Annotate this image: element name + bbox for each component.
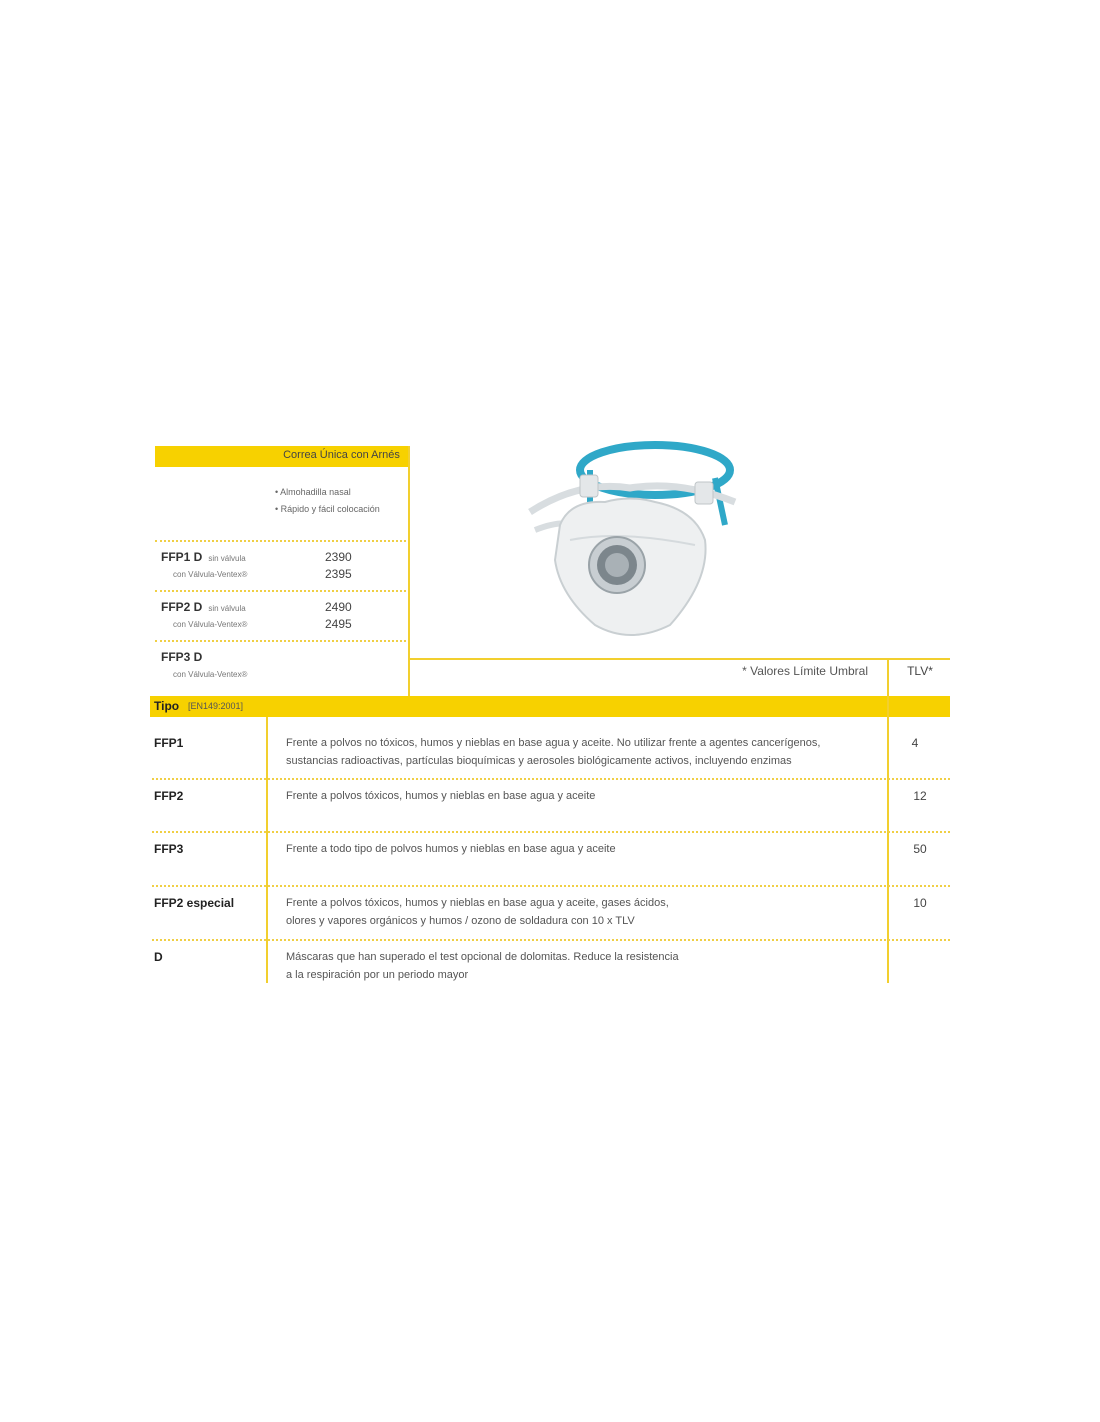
row-divider xyxy=(152,831,950,833)
product-code: 2390 xyxy=(325,550,352,564)
table-row-desc: Frente a todo tipo de polvos humos y nieblas en base agua y aceite xyxy=(286,843,616,855)
valores-legend: * Valores Límite Umbral xyxy=(742,664,868,678)
product-code: 2490 xyxy=(325,600,352,614)
table-row-tlv: 4 xyxy=(911,736,919,750)
table-row-desc: Frente a polvos tóxicos, humos y nieblas en base agua y aceite xyxy=(286,790,596,802)
tipo-standard: [EN149:2001] xyxy=(188,701,244,711)
column-divider xyxy=(266,717,268,983)
row-divider xyxy=(155,640,406,642)
row-divider xyxy=(155,540,406,542)
respirator-mask-image xyxy=(520,430,750,645)
table-row-type: D xyxy=(154,950,163,964)
legend-rule xyxy=(410,658,950,660)
product-subtitle: con Válvula-Ventex® xyxy=(173,620,248,629)
row-divider xyxy=(152,939,950,941)
row-divider xyxy=(152,885,950,887)
row-divider xyxy=(155,590,406,592)
table-row-tlv: 12 xyxy=(913,789,927,803)
table-row-tlv: 10 xyxy=(913,896,927,910)
product-name: FFP2 D sin válvula xyxy=(161,600,246,614)
table-row-type: FFP1 xyxy=(154,736,184,750)
table-row-tlv: 50 xyxy=(913,842,927,856)
row-divider xyxy=(152,778,950,780)
product-code: 2495 xyxy=(325,617,352,631)
column-title: Correa Única con Arnés xyxy=(283,449,400,461)
feature-item: • Rápido y fácil colocación xyxy=(275,504,380,514)
table-row-desc: Frente a polvos tóxicos, humos y nieblas en base agua y aceite, gases ácidos, olores y vapores orgánicos y humos / ozono de soldadura con 10 x TLV xyxy=(286,897,669,927)
product-name: FFP1 D sin válvula xyxy=(161,550,246,564)
table-row-type: FFP2 especial xyxy=(154,896,235,910)
product-subtitle: con Válvula-Ventex® xyxy=(173,670,248,679)
table-row-type: FFP3 xyxy=(154,842,184,856)
table-row-desc: Máscaras que han superado el test opcional de dolomitas. Reduce la resistencia a la respiración por un periodo mayor xyxy=(286,951,679,981)
product-code: 2395 xyxy=(325,567,352,581)
tlv-header: TLV* xyxy=(907,664,933,678)
table-row-desc: Frente a polvos no tóxicos, humos y nieblas en base agua y aceite. No utilizar frente a agentes cancerígenos, sustancias radioactivas, partículas bioquímicas y aerosoles biológicamente activos, incluyendo enzimas xyxy=(286,737,821,767)
tipo-label: Tipo xyxy=(154,699,180,713)
table-row-type: FFP2 xyxy=(154,789,184,803)
feature-item: • Almohadilla nasal xyxy=(275,487,351,497)
column-divider xyxy=(887,658,889,983)
table-header-bar xyxy=(150,696,950,717)
product-name: FFP3 D xyxy=(161,650,203,664)
product-subtitle: con Válvula-Ventex® xyxy=(173,570,248,579)
header-bar xyxy=(155,446,410,467)
